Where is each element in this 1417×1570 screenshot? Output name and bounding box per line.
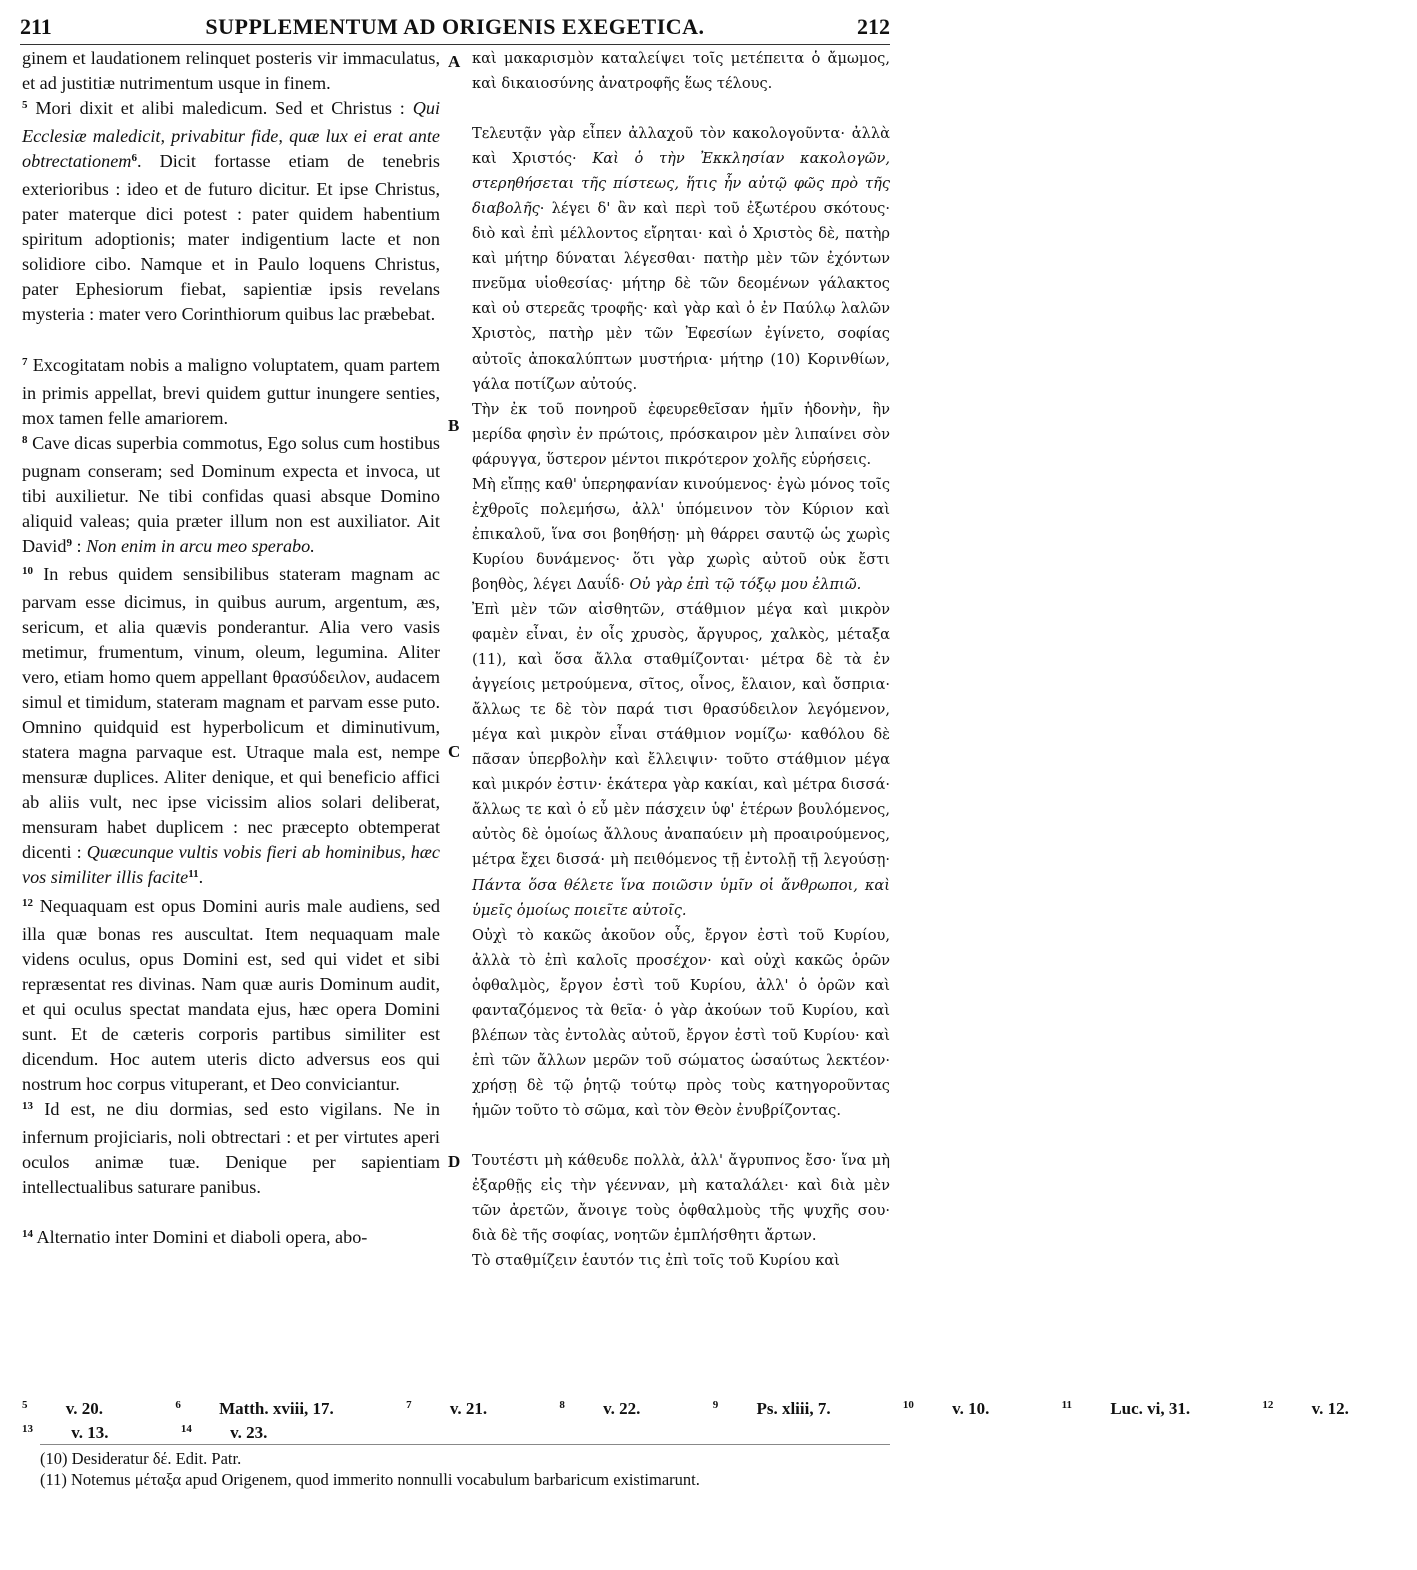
footnote-marker: 6 xyxy=(131,152,137,165)
scripture-quote: Οὐ γὰρ ἐπὶ τῷ τόξῳ μου ἐλπιῶ. xyxy=(629,575,862,593)
reference-item: $^{12}$ v. 12. xyxy=(1262,1399,1349,1418)
greek-paragraph: Οὐχὶ τὸ κακῶς ἀκοῦον οὖς, ἔργον ἐστὶ τοῦ Κυρίου, ἀλλὰ τὸ ἐπὶ καλοῖς προσέχον· καὶ οὐχὶ κακῶς ὁρῶν ὀφθαλμὸς, ἔργον ἐστὶ τοῦ Κυρίου, ἀλλ' ὁ ὁρῶν καὶ φανταζόμενος τὰ θεῖα· ὁ γὰρ ἀκούων τοῦ Κυρίου, καὶ βλέπων τὰς ἐντολὰς αὐτοῦ, ἔργον ἐστὶ τοῦ Κυρίου· καὶ ἐπὶ τῶν ἄλλων μερῶν τοῦ σώματος ὡσαύτως λεκτέον· χρήσῃ δὲ τῷ ῥητῷ τούτῳ πρὸς τοὺς κατηγοροῦντας ἡμῶν τοῦτο τὸ σῶμα, καὶ τὸν Θεὸν ἐνυβρίζοντας. xyxy=(472,926,890,1119)
latin-paragraph: $^{10}$ In rebus quidem sensibilibus stateram magnam ac parvam esse dicimus, in quibus aurum, argentum, æs, sericum, et alia quævis ponderantur. Alia vero vasis metimur, frumentum, vinum, oleum, legumina. Aliter vero, etiam homo quem appellant θρασύδειλον, audacem simul et timidum, stateram magnam et parvam esse puto. Omnino quidquid est hyperbolicum et diminutivum, statera magna parvaque est. Utraque mala est, nempe mensuræ duplices. Aliter denique, et qui beneficio affici ab aliis vult, nec ipse vicissim alios solari deliberat, mensuram habet duplicem : nec præcepto obtemperat dicenti : Quæcunque vultis vobis fieri ab hominibus, hæc vos similiter illis facite$^{11}$. xyxy=(22,563,441,888)
editorial-notes xyxy=(40,1448,890,1490)
latin-paragraph: $^{14}$ Alternatio inter Domini et diaboli opera, abo- xyxy=(22,1227,368,1248)
header-rule xyxy=(20,44,890,45)
reference-item: $^{14}$ v. 23. xyxy=(180,1423,268,1442)
column-marker-d: D xyxy=(448,1152,461,1171)
footnote-marker: 10 xyxy=(22,564,33,577)
greek-paragraph: Ἐπὶ μὲν τῶν αἰσθητῶν, στάθμιον μέγα καὶ μικρὸν φαμὲν εἶναι, ἐν οἷς χρυσὸς, ἄργυρος, χαλκὸς, μέταξα (11), καὶ ὅσα ἄλλα σταθμίζονται· μέτρα δὲ τὰ ἐν ἀγγείοις μετρούμενα, σῖτος, οἶνος, ἔλαιον, καὶ ὄσπρια· ἄλλως τε δὲ τὸν παρά τισι θρασύδειλον λεγόμενον, μέγα καὶ μικρὸν εἶναι στάθμιον νομίζω· καθόλου δὲ πᾶσαν ὑπερβολὴν καὶ ἔλλειψιν· τοῦτο στάθμιον μέγα καὶ μικρόν ἐστιν· ἑκάτερα γὰρ κακίαι, καὶ μέτρα δισσά· ἄλλως τε καὶ ὁ εὖ μὲν πάσχειν ὑφ' ἑτέρων βουλόμενος, αὐτὸς δὲ ὁμοίως ἄλλους ἀναπαύειν μὴ προαιρούμενος, μέτρα ἔχει δισσά· μὴ πειθόμενος τῇ ἐντολῇ τῇ λεγούσῃ· Πάντα ὅσα θέλετε ἵνα ποιῶσιν ὑμῖν οἱ ἄνθρωποι, καὶ ὑμεῖς ὁμοίως ποιεῖτε αὐτοῖς. xyxy=(472,600,890,919)
left-page-number: 211 xyxy=(20,14,52,39)
footnote-marker: 7 xyxy=(22,355,28,368)
scripture-quote: Καὶ ὁ τὴν Ἐκκλησίαν κακολογῶν, στερηθήσεται τῆς πίστεως, ἥτις ἦν αὐτῷ φῶς πρὸ τῆς διαβολῆς xyxy=(472,150,890,218)
footnote-marker: 11 xyxy=(188,868,199,881)
scripture-quote: Non enim in arcu meo sperabo. xyxy=(86,535,315,556)
greek-paragraph: Τουτέστι μὴ κάθευδε πολλὰ, ἀλλ' ἄγρυπνος ἔσο· ἵνα μὴ ἐξαρθῇς εἰς τὴν γέενναν, μὴ καταλάλει· καὶ διὰ μὲν τῶν ἀρετῶν, ἄνοιγε τοὺς ὀφθαλμοὺς τῆς ψυχῆς σου· διὰ δὲ τῆς σοφίας, νοητῶν ἐμπλήσθητι ἄρτων. xyxy=(472,1151,890,1245)
greek-paragraph: Μὴ εἴπῃς καθ' ὑπερηφανίαν κινούμενος· ἐγὼ μόνος τοῖς ἐχθροῖς πολεμήσω, ἀλλ' ὑπόμεινον τὸν Κύριον καὶ ἐπικαλοῦ, ἵνα σοι βοηθήσῃ· μὴ θάρρει σαυτῷ ὡς χωρὶς Κυρίου δυνάμενος· ὅτι γὰρ χωρὶς αὐτοῦ οὐκ ἔστι βοηθὸς, λέγει Δαυΐδ· Οὐ γὰρ ἐπὶ τῷ τόξῳ μου ἐλπιῶ. xyxy=(472,475,890,593)
right-page-number: 212 xyxy=(857,14,890,39)
footnote-marker: 12 xyxy=(22,896,33,909)
greek-paragraph: Τὴν ἐκ τοῦ πονηροῦ ἐφευρεθεῖσαν ἡμῖν ἡδονὴν, ἣν μερίδα φησὶν ἐν πρώτοις, πρόσκαιρον μὲν λιπαίνει σὸν φάρυγγα, ὕστερον μέντοι πικρότερον χολῆς εὑρήσεις. xyxy=(472,400,890,468)
greek-paragraph: Τὸ σταθμίζειν ἑαυτόν τις ἐπὶ τοῖς τοῦ Κυρίου καὶ xyxy=(472,1252,840,1270)
latin-paragraph: $^8$ Cave dicas superbia commotus, Ego solus cum hostibus pugnam conseram; sed Dominum expecta et invoca, ut tibi auxilietur. Ne tibi confidas quasi absque Domino aliquid valeas; quia præter illum non est auxiliator. Ait David$^9$ : Non enim in arcu meo sperabo. xyxy=(22,432,441,556)
reference-item: $^8$ v. 22. xyxy=(559,1399,641,1418)
reference-item: $^{10}$ v. 10. xyxy=(902,1399,990,1418)
column-marker-b: B xyxy=(448,416,460,435)
notes-rule xyxy=(40,1444,890,1445)
footnote-marker: 14 xyxy=(22,1228,33,1241)
scripture-quote: Qui Ecclesiæ maledicit, privabitur fide, quæ lux ei erat ante obtrectationem xyxy=(22,98,440,172)
editorial-note: (10) Desideratur δέ. Edit. Patr. xyxy=(40,1449,242,1468)
latin-paragraph: $^{12}$ Nequaquam est opus Domini auris male audiens, sed illa quæ bonas res auscultat. Item nequaquam male videns oculus, opus Domini est, sed qui videt et sibi repræsentat res divinas. Nam quæ auris Dominum audit, et qui oculus spectat mandata ejus, hæc opera Domini sunt. Et de cæteris corporis partibus similiter est dicendum. Hoc autem uteris dicto adversus eos qui nostrum hoc corpus vituperant, et Deo conviciantur. xyxy=(22,895,441,1094)
running-header xyxy=(20,14,890,44)
latin-column xyxy=(22,46,440,1253)
footnote-marker: 8 xyxy=(22,433,28,446)
scripture-references xyxy=(22,1398,1349,1446)
reference-item: $^6$ Matth. xviii, 17. xyxy=(175,1399,334,1418)
latin-paragraph: $^{13}$ Id est, ne diu dormias, sed esto vigilans. Ne in infernum projiciaris, noli obtrectari : et per virtutes aperi oculos animæ tuæ. Denique per sapientiam intellectualibus saturare panibus. xyxy=(22,1098,441,1198)
greek-paragraph: καὶ μακαρισμὸν καταλείψει τοῖς μετέπειτα ὁ ἄμωμος, καὶ δικαιοσύνης ἀνατροφῆς ἕως τέλους. xyxy=(472,50,890,93)
greek-paragraph: Τελευτᾷν γὰρ εἶπεν ἀλλαχοῦ τὸν κακολογοῦντα· ἀλλὰ καὶ Χριστός· Καὶ ὁ τὴν Ἐκκλησίαν κακολογῶν, στερηθήσεται τῆς πίστεως, ἥτις ἦν αὐτῷ φῶς πρὸ τῆς διαβολῆς· λέγει δ' ἂν καὶ περὶ τοῦ ἐξωτέρου σκότους· διὸ καὶ ἐπὶ μέλλοντος εἴρηται· καὶ ὁ Χριστὸς δὲ, πατὴρ καὶ μήτηρ δύναται λέγεσθαι· πατὴρ μὲν τῶν ἐχόντων πνεῦμα υἱοθεσίας· μήτηρ δὲ τῶν δεομένων γάλακτος καὶ οὐ στερεᾶς τροφῆς· καὶ γὰρ καὶ ὁ ἐν Παύλῳ λαλῶν Χριστὸς, πατὴρ μὲν τῶν Ἐφεσίων ἐγίνετο, σοφίας αὐτοῖς ἀποκαλύπτων μυστήρια· μήτηρ (10) Κορινθίων, γάλα ποτίζων αὐτούς. xyxy=(472,125,890,393)
reference-item: $^{13}$ v. 13. xyxy=(22,1423,109,1442)
latin-paragraph: $^7$ Excogitatam nobis a maligno voluptatem, quam partem in primis appellat, brevi quidem guttur inungere senties, mox tamen felle amariorem. xyxy=(22,354,441,428)
footnote-marker: 5 xyxy=(22,99,28,112)
reference-item: $^7$ v. 21. xyxy=(406,1399,488,1418)
running-title: SUPPLEMENTUM AD ORIGENIS EXEGETICA. xyxy=(205,14,705,39)
latin-paragraph: ginem et laudationem relinquet posteris vir immaculatus, et ad justitiæ nutrimentum usque in finem. xyxy=(22,48,440,94)
footnote-marker: 13 xyxy=(22,1099,33,1112)
reference-item: $^{11}$ Luc. vi, 31. xyxy=(1061,1399,1191,1418)
footnote-marker: 9 xyxy=(66,536,72,549)
column-marker-c: C xyxy=(448,742,461,761)
latin-paragraph: $^5$ Mori dixit et alibi maledicum. Sed et Christus : Qui Ecclesiæ maledicit, privabitur fide, quæ lux ei erat ante obtrectationem$^6$. Dicit fortasse etiam de tenebris exterioribus : ideo et de futuro dicitur. Et ipse Christus, pater materque dici potest : pater quidem habentium spiritum adoptionis; mater indigentium lacte et non solidiore cibo. Namque et in Paulo loquens Christus, pater Ephesiorum fiebat, sapientiæ ipsis revelans mysteria : mater vero Corinthiorum quibus lac præbebat. xyxy=(22,98,440,325)
column-marker-a: A xyxy=(448,52,461,71)
editorial-note: (11) Notemus μέταξα apud Origenem, quod immerito nonnulli vocabulum barbaricum existimarunt. xyxy=(40,1470,700,1489)
reference-item: $^9$ Ps. xliii, 7. xyxy=(712,1399,831,1418)
reference-item: $^5$ v. 20. xyxy=(22,1399,104,1418)
scripture-quote: Quæcunque vultis vobis fieri ab hominibus, hæc vos similiter illis facite xyxy=(22,842,441,888)
greek-column xyxy=(472,46,890,1273)
scripture-quote: Πάντα ὅσα θέλετε ἵνα ποιῶσιν ὑμῖν οἱ ἄνθρωποι, καὶ ὑμεῖς ὁμοίως ποιεῖτε αὐτοῖς. xyxy=(472,876,890,919)
